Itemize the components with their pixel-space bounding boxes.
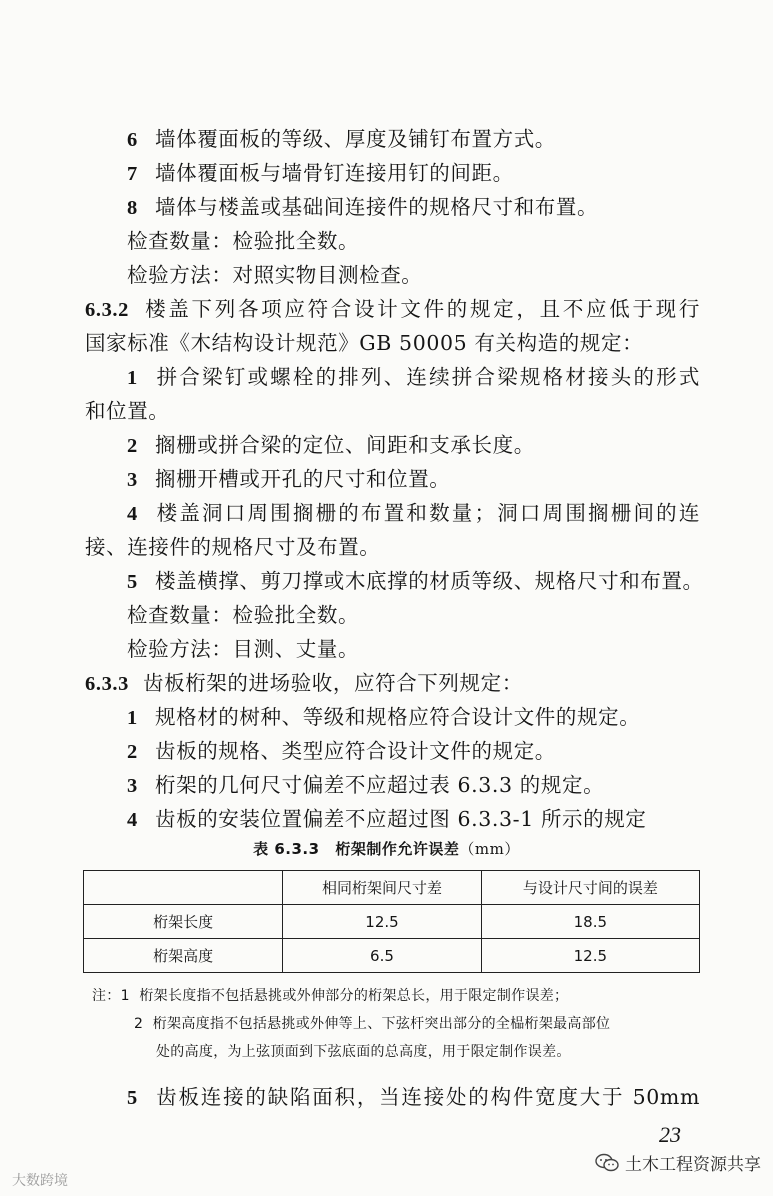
- clause-text-continued: 国家标准《木结构设计规范》GB 50005 有关构造的规定：: [85, 331, 644, 355]
- list-item-3: [127, 462, 700, 496]
- item-text: 楼盖横撑、剪刀撑或木底撑的材质等级、规格尺寸和布置。: [155, 569, 704, 593]
- list-item-5: [127, 564, 704, 598]
- item-number: 7: [127, 163, 138, 185]
- table-cell: 12.5: [481, 939, 699, 973]
- inspection-quantity: 检查数量：检验批全数。: [127, 229, 360, 253]
- item-number: 6: [127, 129, 138, 151]
- item-text: 规格材的树种、等级和规格应符合设计文件的规定。: [155, 705, 641, 729]
- clause-text: 楼盖下列各项应符合设计文件的规定，且不应低于现行: [143, 297, 700, 321]
- list-item-2: [127, 734, 700, 768]
- list-item-4: [127, 496, 700, 530]
- list-item-2: [127, 428, 700, 462]
- watermark-left-text: 大数跨境: [12, 1173, 68, 1189]
- list-item-1: [127, 700, 700, 734]
- note-text: 桁架高度指不包括悬挑或外伸等上、下弦杆突出部分的全榀桁架最高部位: [152, 1016, 611, 1032]
- table-caption-unit: （mm）: [459, 840, 520, 858]
- inspection-quantity: 检查数量：检验批全数。: [127, 603, 360, 627]
- wechat-icon: [595, 1153, 619, 1173]
- item-text: 拼合梁钉或螺栓的排列、连续拼合梁规格材接头的形式: [155, 365, 700, 389]
- page-number: 23: [659, 1122, 681, 1147]
- table-cell: 6.5: [283, 939, 481, 973]
- item-number: 4: [127, 503, 138, 525]
- list-item-3: [127, 768, 700, 802]
- row-label: 桁架长度: [84, 905, 283, 939]
- list-item-8: [127, 190, 700, 224]
- item-number: 4: [127, 809, 138, 831]
- table-row: [84, 905, 700, 939]
- watermark-left: [12, 1170, 68, 1190]
- table-cell: 12.5: [283, 905, 481, 939]
- list-item-7: [127, 156, 700, 190]
- clause-text: 齿板桁架的进场验收，应符合下列规定：: [143, 671, 523, 695]
- note-text: 桁架长度指不包括悬挑或外伸部分的桁架总长，用于限定制作误差；: [139, 988, 569, 1004]
- item-number: 2: [127, 741, 138, 763]
- tolerance-table: [83, 870, 700, 973]
- item-text: 楼盖洞口周围搁栅的布置和数量；洞口周围搁栅间的连: [155, 501, 700, 525]
- item-number: 8: [127, 197, 138, 219]
- item-text: 墙体覆面板与墙骨钉连接用钉的间距。: [155, 161, 514, 185]
- item-number: 1: [127, 367, 138, 389]
- table-caption-label: 表 6.3.3: [253, 840, 320, 858]
- list-item-5: [127, 1080, 700, 1114]
- item-number: 3: [127, 775, 138, 797]
- item-number: 1: [127, 707, 138, 729]
- item-number: 5: [127, 1087, 138, 1109]
- note-2-continued: 处的高度，为上弦顶面到下弦底面的总高度，用于限定制作误差。: [156, 1044, 571, 1060]
- item-text: 齿板的规格、类型应符合设计文件的规定。: [155, 739, 556, 763]
- clause-number: 6.3.2: [85, 299, 129, 321]
- note-number: 1: [120, 988, 130, 1004]
- table-cell: 18.5: [481, 905, 699, 939]
- item-text: 齿板的安装位置偏差不应超过图 6.3.3-1 所示的规定: [155, 807, 647, 831]
- item-text: 墙体与楼盖或基础间连接件的规格尺寸和布置。: [155, 195, 599, 219]
- list-item-6: [127, 122, 700, 156]
- table-header-cell: 相同桁架间尺寸差: [283, 871, 481, 905]
- list-item-1: [127, 360, 700, 394]
- watermark-right-text: 土木工程资源共享: [625, 1155, 761, 1175]
- item-text: 桁架的几何尺寸偏差不应超过表 6.3.3 的规定。: [155, 773, 605, 797]
- item-text-continued: 接、连接件的规格尺寸及布置。: [85, 535, 381, 559]
- watermark-right: [595, 1150, 761, 1175]
- clause-number: 6.3.3: [85, 673, 129, 695]
- item-text: 搁栅或拼合梁的定位、间距和支承长度。: [155, 433, 535, 457]
- item-number: 2: [127, 435, 138, 457]
- row-label: 桁架高度: [84, 939, 283, 973]
- item-number: 3: [127, 469, 138, 491]
- clause-6-3-2: [85, 292, 700, 326]
- inspection-method: 检验方法：对照实物目测检查。: [127, 263, 423, 287]
- item-text: 搁栅开槽或开孔的尺寸和位置。: [155, 467, 451, 491]
- table-header-cell: 与设计尺寸间的误差: [481, 871, 699, 905]
- table-header-cell: [84, 871, 283, 905]
- item-number: 5: [127, 571, 138, 593]
- table-caption-title: 桁架制作允许误差: [335, 840, 460, 858]
- clause-6-3-3: [85, 666, 700, 700]
- inspection-method: 检验方法：目测、丈量。: [127, 637, 360, 661]
- note-prefix: 注：: [92, 988, 121, 1004]
- list-item-4: [127, 802, 700, 836]
- note-number: 2: [134, 1016, 144, 1032]
- note-2: [134, 1010, 610, 1038]
- table-header-row: [84, 871, 700, 905]
- item-text: 墙体覆面板的等级、厚度及铺钉布置方式。: [155, 127, 556, 151]
- item-text: 齿板连接的缺陷面积，当连接处的构件宽度大于 50mm: [155, 1085, 700, 1109]
- table-row: [84, 939, 700, 973]
- table-caption: [0, 838, 773, 859]
- note-1: [92, 982, 568, 1010]
- item-text-continued: 和位置。: [85, 399, 170, 423]
